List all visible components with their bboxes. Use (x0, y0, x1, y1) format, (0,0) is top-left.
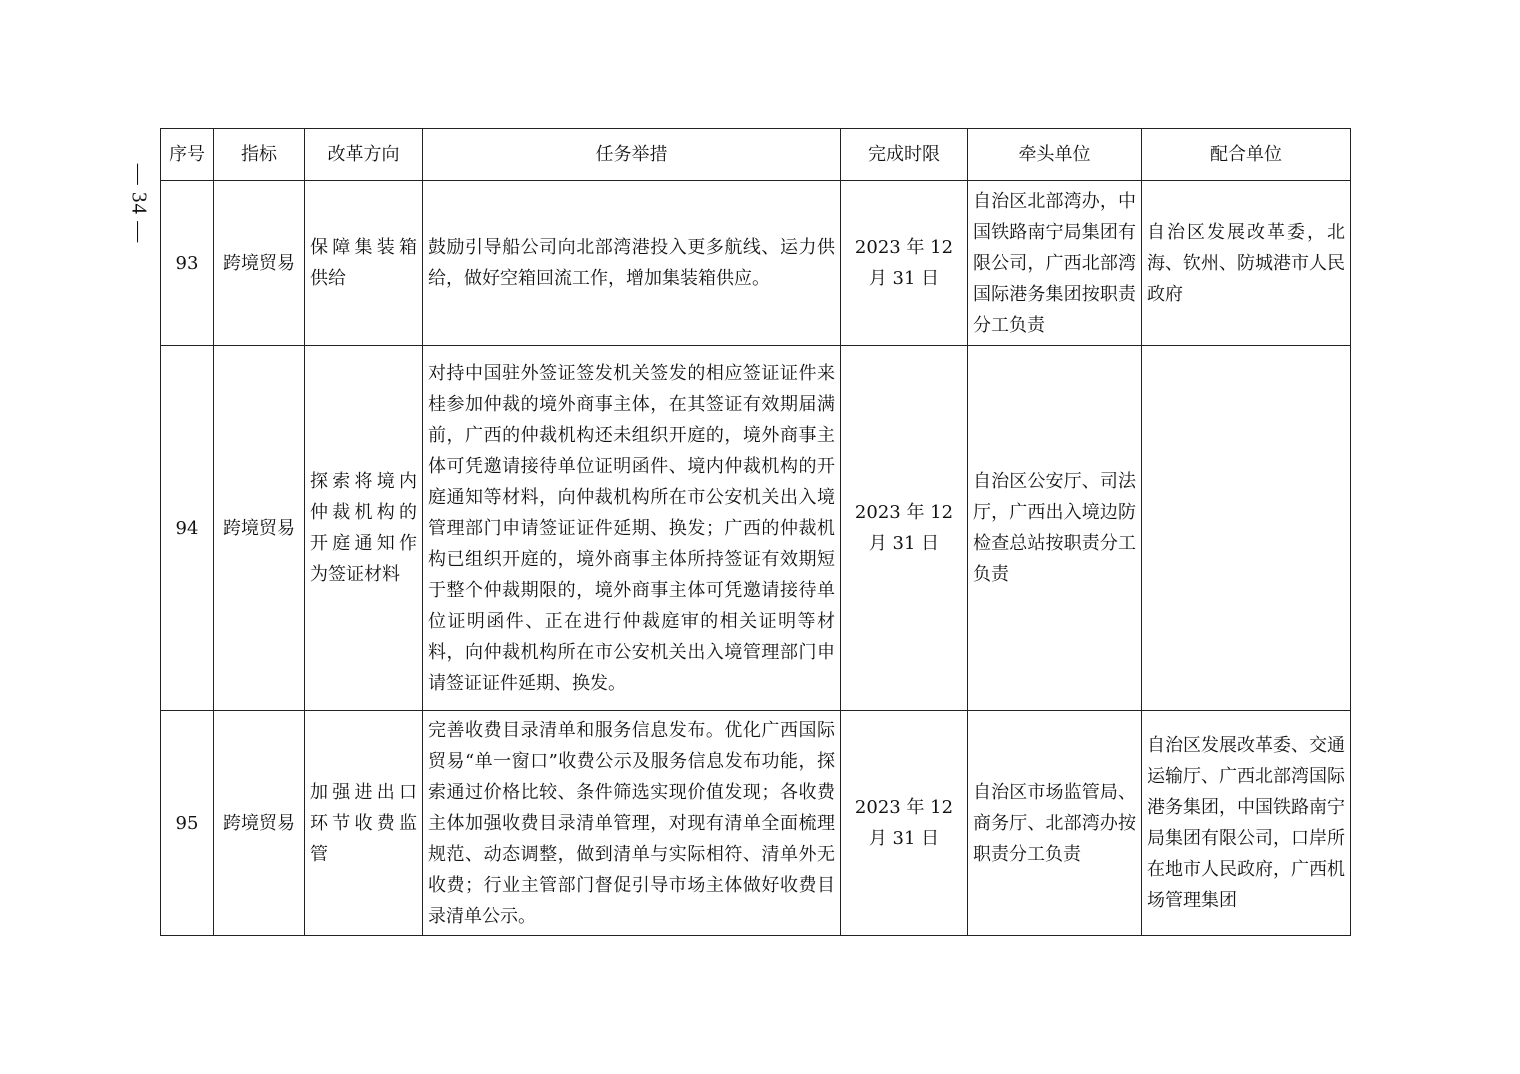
cell-measures: 对持中国驻外签证签发机关签发的相应签证证件来桂参加仲裁的境外商事主体，在其签证有效期届满前，广西的仲裁机构还未组织开庭的，境外商事主体可凭邀请接待单位证明函件、境内仲裁机构的开庭通知等材料，向仲裁机构所在市公安机关出入境管理部门申请签证证件延期、换发；广西的仲裁机构已组织开庭的，境外商事主体所持签证有效期短于整个仲裁期限的，境外商事主体可凭邀请接待单位证明函件、正在进行仲裁庭审的相关证明等材料，向仲裁机构所在市公安机关出入境管理部门申请签证证件延期、换发。 (423, 346, 841, 711)
cell-lead: 自治区市场监管局、商务厅、北部湾办按职责分工负责 (968, 711, 1142, 936)
table-row (161, 346, 1351, 711)
cell-seq: 95 (161, 711, 214, 936)
table-row (161, 181, 1351, 346)
cell-seq: 94 (161, 346, 214, 711)
header-deadline: 完成时限 (841, 129, 968, 181)
table-header-row (161, 129, 1351, 181)
reform-task-table (160, 128, 1351, 936)
header-measures: 任务举措 (423, 129, 841, 181)
cell-measures: 鼓励引导船公司向北部湾港投入更多航线、运力供给，做好空箱回流工作，增加集装箱供应。 (423, 181, 841, 346)
page-number (124, 155, 154, 251)
cell-direction: 保障集装箱供给 (305, 181, 423, 346)
page-number-text: — 34 — (127, 163, 152, 243)
cell-deadline: 2023 年 12 月 31 日 (841, 711, 968, 936)
cell-measures: 完善收费目录清单和服务信息发布。优化广西国际贸易“单一窗口”收费公示及服务信息发布功能，探索通过价格比较、条件筛选实现价值发现；各收费主体加强收费目录清单管理，对现有清单全面梳理规范、动态调整，做到清单与实际相符、清单外无收费；行业主管部门督促引导市场主体做好收费目录清单公示。 (423, 711, 841, 936)
header-indicator: 指标 (214, 129, 305, 181)
cell-direction: 探索将境内仲裁机构的开庭通知作为签证材料 (305, 346, 423, 711)
header-lead: 牵头单位 (968, 129, 1142, 181)
table-row (161, 711, 1351, 936)
cell-support (1142, 346, 1351, 711)
header-seq: 序号 (161, 129, 214, 181)
cell-direction: 加强进出口环节收费监管 (305, 711, 423, 936)
header-support: 配合单位 (1142, 129, 1351, 181)
cell-deadline: 2023 年 12 月 31 日 (841, 181, 968, 346)
cell-support: 自治区发展改革委，北海、钦州、防城港市人民政府 (1142, 181, 1351, 346)
cell-seq: 93 (161, 181, 214, 346)
cell-lead: 自治区北部湾办，中国铁路南宁局集团有限公司，广西北部湾国际港务集团按职责分工负责 (968, 181, 1142, 346)
cell-lead: 自治区公安厅、司法厅，广西出入境边防检查总站按职责分工负责 (968, 346, 1142, 711)
cell-indicator: 跨境贸易 (214, 181, 305, 346)
cell-support: 自治区发展改革委、交通运输厅、广西北部湾国际港务集团，中国铁路南宁局集团有限公司，口岸所在地市人民政府，广西机场管理集团 (1142, 711, 1351, 936)
cell-indicator: 跨境贸易 (214, 711, 305, 936)
cell-deadline: 2023 年 12 月 31 日 (841, 346, 968, 711)
header-direction: 改革方向 (305, 129, 423, 181)
cell-indicator: 跨境贸易 (214, 346, 305, 711)
